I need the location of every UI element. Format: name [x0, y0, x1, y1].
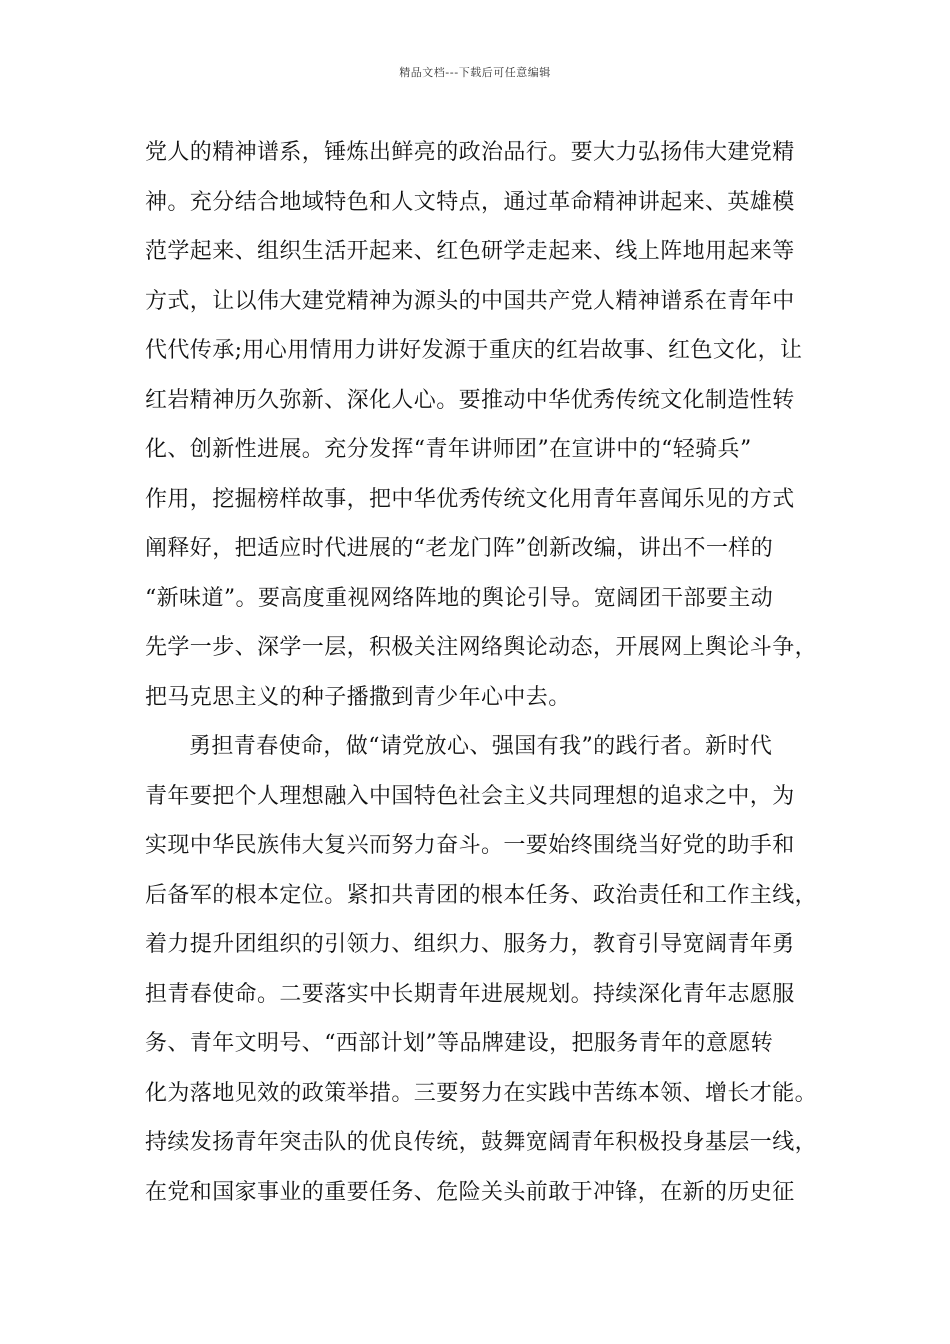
text-line: 务、青年文明号、“西部计划”等品牌建设，把服务青年的意愿转 — [145, 1031, 774, 1056]
text-line: 方式，让以伟大建党精神为源头的中国共产党人精神谱系在青年中 — [145, 288, 795, 314]
text-line: 代代传承;用心用情用力讲好发源于重庆的红岩故事、红色文化，让 — [145, 338, 803, 363]
text-line: 神。充分结合地域特色和人文特点，通过革命精神讲起来、英雄模 — [145, 189, 795, 215]
text-line: 着力提升团组织的引领力、组织力、服务力，教育引导宽阔青年勇 — [145, 932, 795, 957]
text-line: 范学起来、组织生活开起来、红色研学走起来、线上阵地用起来等 — [145, 239, 795, 264]
text-line: 化、创新性进展。充分发挥“青年讲师团”在宣讲中的“轻骑兵” — [145, 437, 752, 462]
text-line: 红岩精神历久弥新、深化人心。要推动中华优秀传统文化制造性转 — [145, 387, 795, 413]
text-line: 作用，挖掘榜样故事，把中华优秀传统文化用青年喜闻乐见的方式 — [145, 486, 795, 512]
text-line: 担青春使命。二要落实中长期青年进展规划。持续深化青年志愿服 — [145, 981, 795, 1007]
text-line: “新味道”。要高度重视网络阵地的舆论引导。宽阔团干部要主动 — [145, 585, 774, 611]
text-line: 青年要把个人理想融入中国特色社会主义共同理想的追求之中，为 — [145, 783, 795, 809]
text-line: 后备军的根本定位。紧扣共青团的根本任务、政治责任和工作主线， — [145, 882, 818, 908]
text-line: 先学一步、深学一层，积极关注网络舆论动态，开展网上舆论斗争， — [145, 635, 818, 660]
text-line: 把马克思主义的种子播撒到青少年心中去。 — [145, 684, 571, 710]
text-line: 化为落地见效的政策举措。三要努力在实践中苦练本领、增长才能。 — [145, 1080, 818, 1106]
document-body — [145, 128, 818, 1217]
text-line: 持续发扬青年突击队的优良传统，鼓舞宽阔青年积极投身基层一线， — [145, 1130, 818, 1155]
paragraph-start-line: 勇担青春使命，做“请党放心、强国有我”的践行者。新时代 — [189, 734, 773, 759]
page-header: 精品文档---下载后可任意编辑 — [399, 66, 551, 79]
text-line: 在党和国家事业的重要任务、危险关头前敢于冲锋，在新的历史征 — [145, 1179, 795, 1205]
text-line: 党人的精神谱系，锤炼出鲜亮的政治品行。要大力弘扬伟大建党精 — [145, 140, 795, 165]
text-line: 实现中华民族伟大复兴而努力奋斗。一要始终围绕当好党的助手和 — [145, 833, 795, 858]
text-line: 阐释好，把适应时代进展的“老龙门阵”创新改编，讲出不一样的 — [145, 536, 774, 561]
